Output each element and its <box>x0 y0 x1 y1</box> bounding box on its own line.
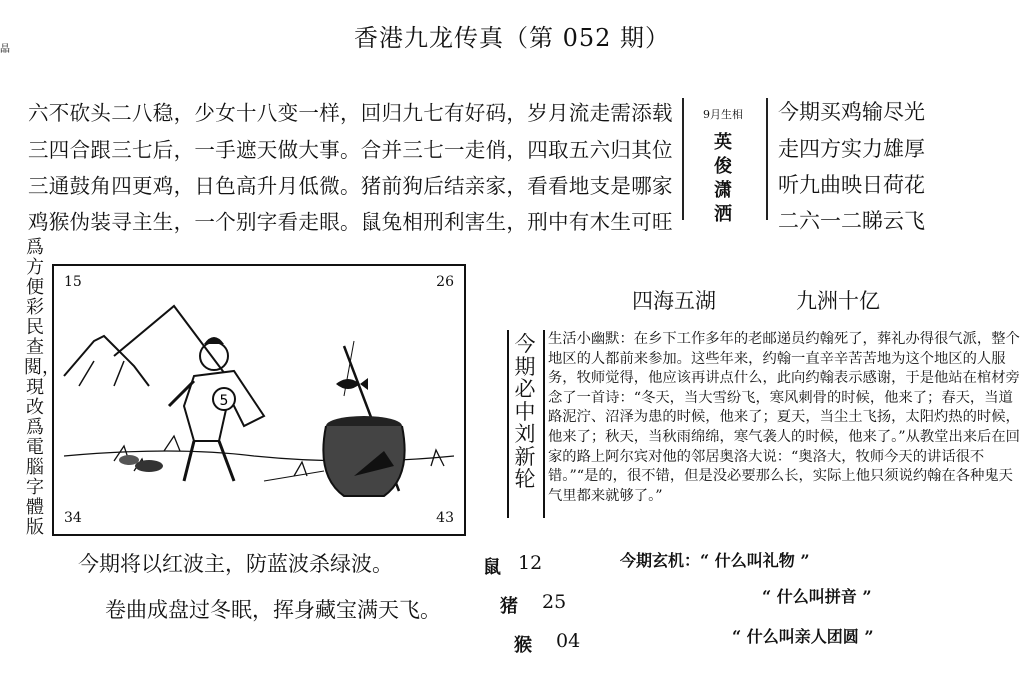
zodiac-char: 俊 <box>714 156 732 177</box>
zodiac-char: 英 <box>714 132 732 153</box>
illustration-number-bottom-left: 34 <box>64 510 82 526</box>
xuanji-phrase: “ 什么叫礼物 ” <box>700 551 810 570</box>
xuanji-label-text: 今期玄机： <box>620 551 701 570</box>
pick-box-text: 今期必中 刘新轮 <box>514 332 536 491</box>
vertical-notice: 爲方便彩民查閱，現改爲電腦字體版 <box>24 237 60 538</box>
number-label: 猪 <box>500 596 518 617</box>
poem-line: 三通鼓角四更鸡，日色高升月低微。猪前狗后结亲家，看看地支是哪家 <box>28 174 673 198</box>
heading-four-seas: 四海五湖 <box>632 289 716 313</box>
xuanji-label <box>620 548 810 571</box>
zodiac-char: 潇 <box>714 180 732 201</box>
right-verse-line: 二六一二睇云飞 <box>778 209 925 233</box>
poem-line: 六不砍头二八稳，少女十八变一样，回归九七有好码，岁月流走需添载 <box>28 101 673 125</box>
poem-line: 鸡猴伪装寻主生，一个别字看走眼。鼠兔相刑利害生，刑中有木生可旺 <box>28 210 673 234</box>
illustration-drawing <box>54 266 464 534</box>
bottom-verse-line: 今期将以红波主，防蓝波杀绿波。 <box>78 552 393 576</box>
humor-story: 生活小幽默：在乡下工作多年的老邮递员约翰死了，葬礼办得很气派，整个地区的人都前来参加。这些年来，约翰一直辛辛苦苦地为这个地区的人服务，牧师觉得，他应该再讲点什么，此向约翰表示感谢，于是他站在棺材旁念了一首诗：“冬天，当大雪纷飞，寒风刺骨的时候，他来了；春天，当道路泥泞、沼泽为患的时候，他来了；夏天，当尘土飞扬，太阳灼热的时候，他来了；秋天，当秋雨绵绵，寒气袭人的时候，他来了。”从教堂出来后在回家的路上阿尔宾对他的邻居奥洛大说：“奥洛大，牧师今天的讲话很不错。”“是的，很不错，但是没必要那么长，实际上他只须说约翰在各种鬼天气里都来就够了。” <box>548 331 1020 504</box>
number-value: 25 <box>542 591 567 613</box>
illustration-number-top-right: 26 <box>436 274 454 290</box>
right-verse-line: 今期买鸡输尽光 <box>778 100 925 124</box>
illustration-number-bottom-right: 43 <box>436 510 454 526</box>
xuanji-phrase: “ 什么叫亲人团圆 ” <box>732 627 874 646</box>
figure-badge-text: 5 <box>219 393 229 409</box>
heading-nine-states: 九洲十亿 <box>796 289 880 313</box>
illustration-number-top-left: 15 <box>64 274 82 290</box>
zodiac-box-top: 9月生相 <box>703 108 743 121</box>
right-verse-line: 走四方实力雄厚 <box>778 137 925 161</box>
bottom-verse-line: 卷曲成盘过冬眠，挥身藏宝满天飞。 <box>105 598 441 622</box>
corner-mark: 晶 <box>0 44 10 55</box>
illustration-frame <box>52 264 466 536</box>
right-verse-line: 听九曲映日荷花 <box>778 173 925 197</box>
number-value: 12 <box>518 552 543 574</box>
number-label: 猴 <box>514 635 532 656</box>
poem-line: 三四合跟三七后，一手遮天做大事。合并三七一走俏，四取五六归其位 <box>28 138 673 162</box>
zodiac-char: 洒 <box>714 204 732 225</box>
number-value: 04 <box>556 630 581 652</box>
page-title: 香港九龙传真（第 052 期） <box>353 24 671 52</box>
xuanji-phrase: “ 什么叫拼音 ” <box>762 587 872 606</box>
number-label: 鼠 <box>483 557 501 578</box>
